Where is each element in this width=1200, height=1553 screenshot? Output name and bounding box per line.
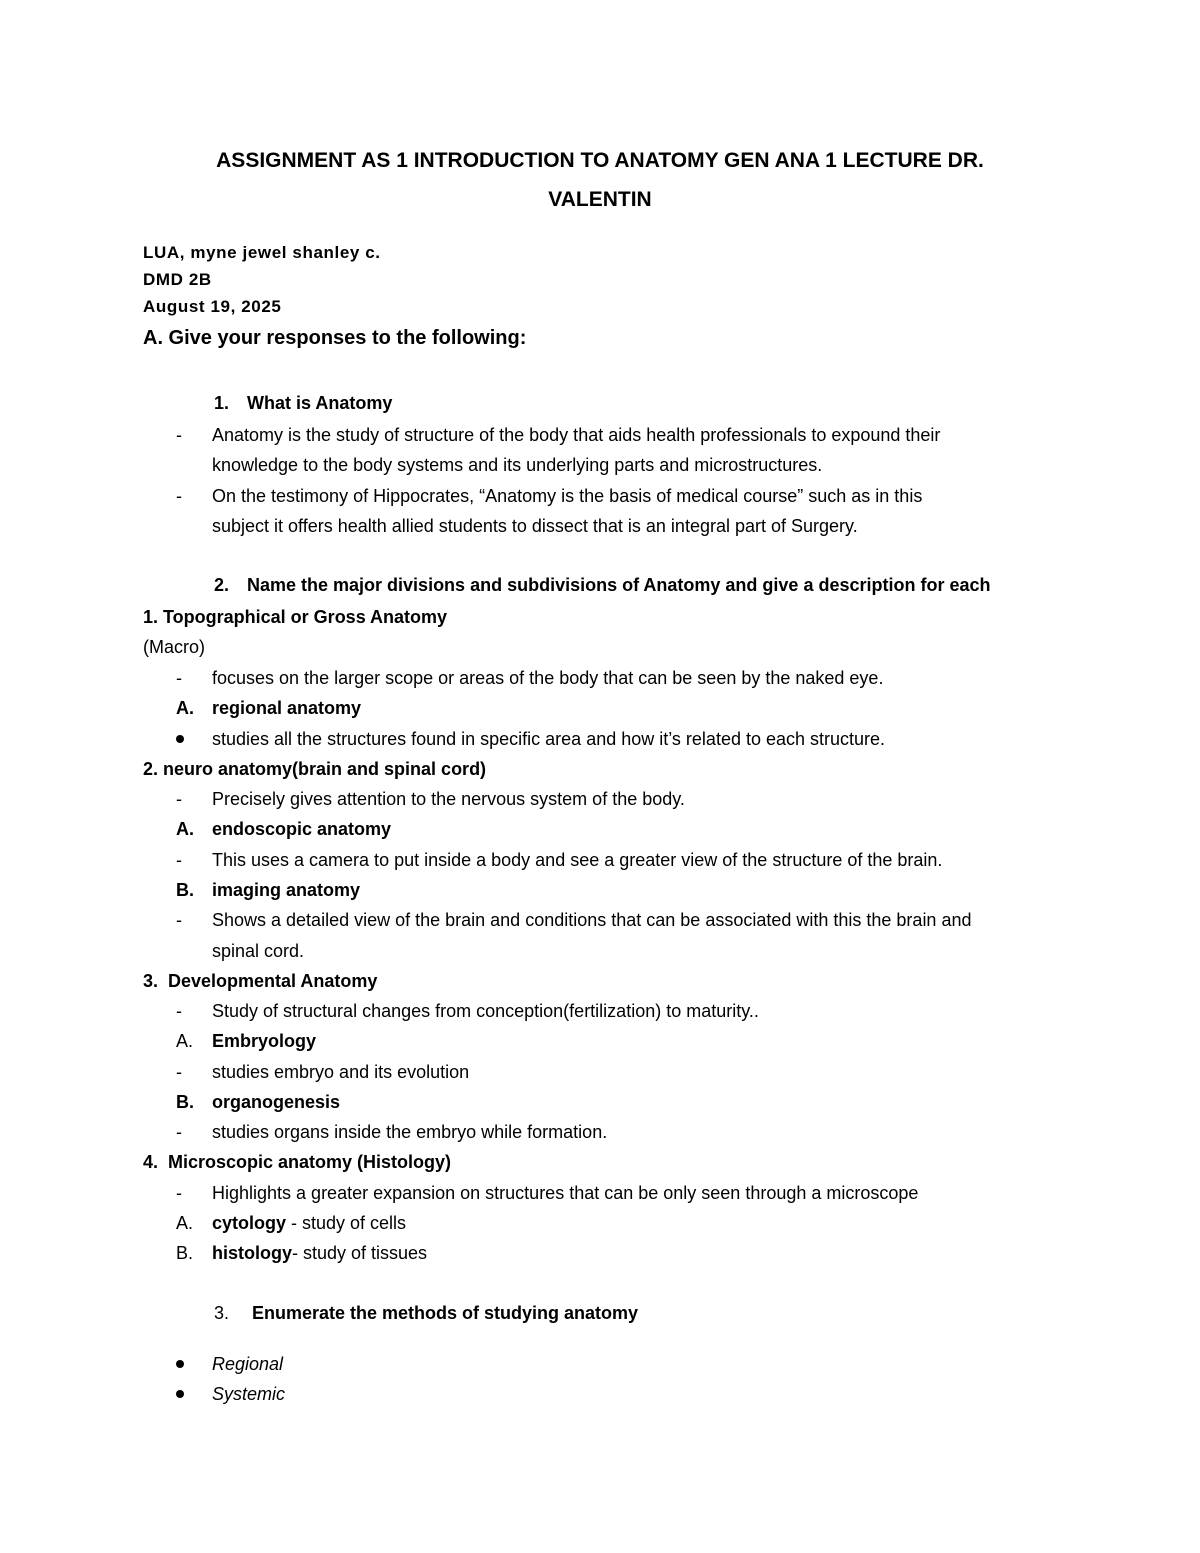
subdivision-embryology: Embryology (212, 1031, 317, 1051)
division-4-description: Highlights a greater expansion on structures that can be only seen through a microscope (212, 1183, 919, 1203)
dash-bullet: - (176, 1001, 182, 1021)
instruction-heading: A. Give your responses to the following: (143, 327, 527, 349)
subdivision-label: B. (176, 1092, 194, 1112)
subdivision-label: B. (176, 1243, 194, 1263)
assignment-title-line1: ASSIGNMENT AS 1 INTRODUCTION TO ANATOMY GEN ANA 1 LECTURE DR. (216, 149, 984, 172)
question-3-heading: Enumerate the methods of studying anatomy (252, 1303, 639, 1323)
submission-date: August 19, 2025 (143, 297, 282, 316)
assignment-title-line2: VALENTIN (548, 188, 652, 211)
subdivision-regional-description: studies all the structures found in specific area and how it’s related to each structure. (212, 729, 886, 749)
bullet-dot (176, 1353, 184, 1375)
student-section: DMD 2B (143, 270, 212, 289)
division-3-number: 3. (143, 971, 159, 991)
bullet-dot (176, 728, 184, 750)
student-name: LUA, myne jewel shanley c. (143, 243, 381, 262)
subdivision-endoscopic-description: This uses a camera to put inside a body and see a greater view of the structure of the brain. (212, 850, 943, 870)
subdivision-histology-description: - study of tissues (292, 1243, 428, 1263)
question-2-heading: Name the major divisions and subdivisions of Anatomy and give a description for each (247, 575, 991, 595)
question-1-number: 1. (214, 393, 230, 413)
subdivision-organogenesis: organogenesis (212, 1092, 341, 1112)
question-2-number: 2. (214, 575, 230, 595)
division-4-title: Microscopic anatomy (Histology) (168, 1152, 452, 1172)
bullet-icon (176, 1360, 184, 1368)
question-3-number: 3. (214, 1303, 230, 1323)
dash-bullet: - (176, 425, 182, 445)
dash-bullet: - (176, 486, 182, 506)
subdivision-cytology-line (212, 1212, 406, 1234)
subdivision-label: A. (176, 1031, 194, 1051)
division-1-subtitle: (Macro) (143, 637, 205, 657)
dash-bullet: - (176, 789, 182, 809)
dash-bullet: - (176, 850, 182, 870)
method-item: Systemic (212, 1384, 286, 1404)
answer-1-line2: knowledge to the body systems and its underlying parts and microstructures. (212, 455, 823, 475)
bullet-dot (176, 1383, 184, 1405)
answer-1-line1: Anatomy is the study of structure of the body that aids health professionals to expound their (212, 425, 941, 445)
subdivision-label: A. (176, 819, 194, 839)
subdivision-cytology-description: - study of cells (286, 1213, 407, 1233)
subdivision-imaging-anatomy: imaging anatomy (212, 880, 361, 900)
bullet-icon (176, 735, 184, 743)
division-4-number: 4. (143, 1152, 159, 1172)
subdivision-label: A. (176, 1213, 194, 1233)
subdivision-cytology: cytology (212, 1213, 287, 1233)
dash-bullet: - (176, 1183, 182, 1203)
subdivision-organogenesis-description: studies organs inside the embryo while formation. (212, 1122, 608, 1142)
dash-bullet: - (176, 910, 182, 930)
subdivision-histology-line (212, 1242, 427, 1264)
dash-bullet: - (176, 1062, 182, 1082)
subdivision-imaging-description-line1: Shows a detailed view of the brain and conditions that can be associated with this the brain and (212, 910, 972, 930)
question-1-heading: What is Anatomy (247, 393, 393, 413)
subdivision-embryology-description: studies embryo and its evolution (212, 1062, 470, 1082)
subdivision-label: B. (176, 880, 194, 900)
answer-2-line2: subject it offers health allied students to dissect that is an integral part of Surgery. (212, 516, 858, 536)
method-item: Regional (212, 1354, 284, 1374)
subdivision-imaging-description-line2: spinal cord. (212, 941, 305, 961)
subdivision-label: A. (176, 698, 194, 718)
division-3-description: Study of structural changes from conception(fertilization) to maturity.. (212, 1001, 759, 1021)
dash-bullet: - (176, 668, 182, 688)
answer-2-line1: On the testimony of Hippocrates, “Anatomy is the basis of medical course” such as in this (212, 486, 923, 506)
division-1-title: 1. Topographical or Gross Anatomy (143, 607, 448, 627)
division-2-title: 2. neuro anatomy(brain and spinal cord) (143, 759, 487, 779)
subdivision-regional-anatomy: regional anatomy (212, 698, 362, 718)
subdivision-histology: histology (212, 1243, 292, 1263)
division-1-description: focuses on the larger scope or areas of the body that can be seen by the naked eye. (212, 668, 884, 688)
division-3-title: Developmental Anatomy (168, 971, 378, 991)
dash-bullet: - (176, 1122, 182, 1142)
bullet-icon (176, 1390, 184, 1398)
subdivision-endoscopic-anatomy: endoscopic anatomy (212, 819, 392, 839)
division-2-description: Precisely gives attention to the nervous system of the body. (212, 789, 685, 809)
